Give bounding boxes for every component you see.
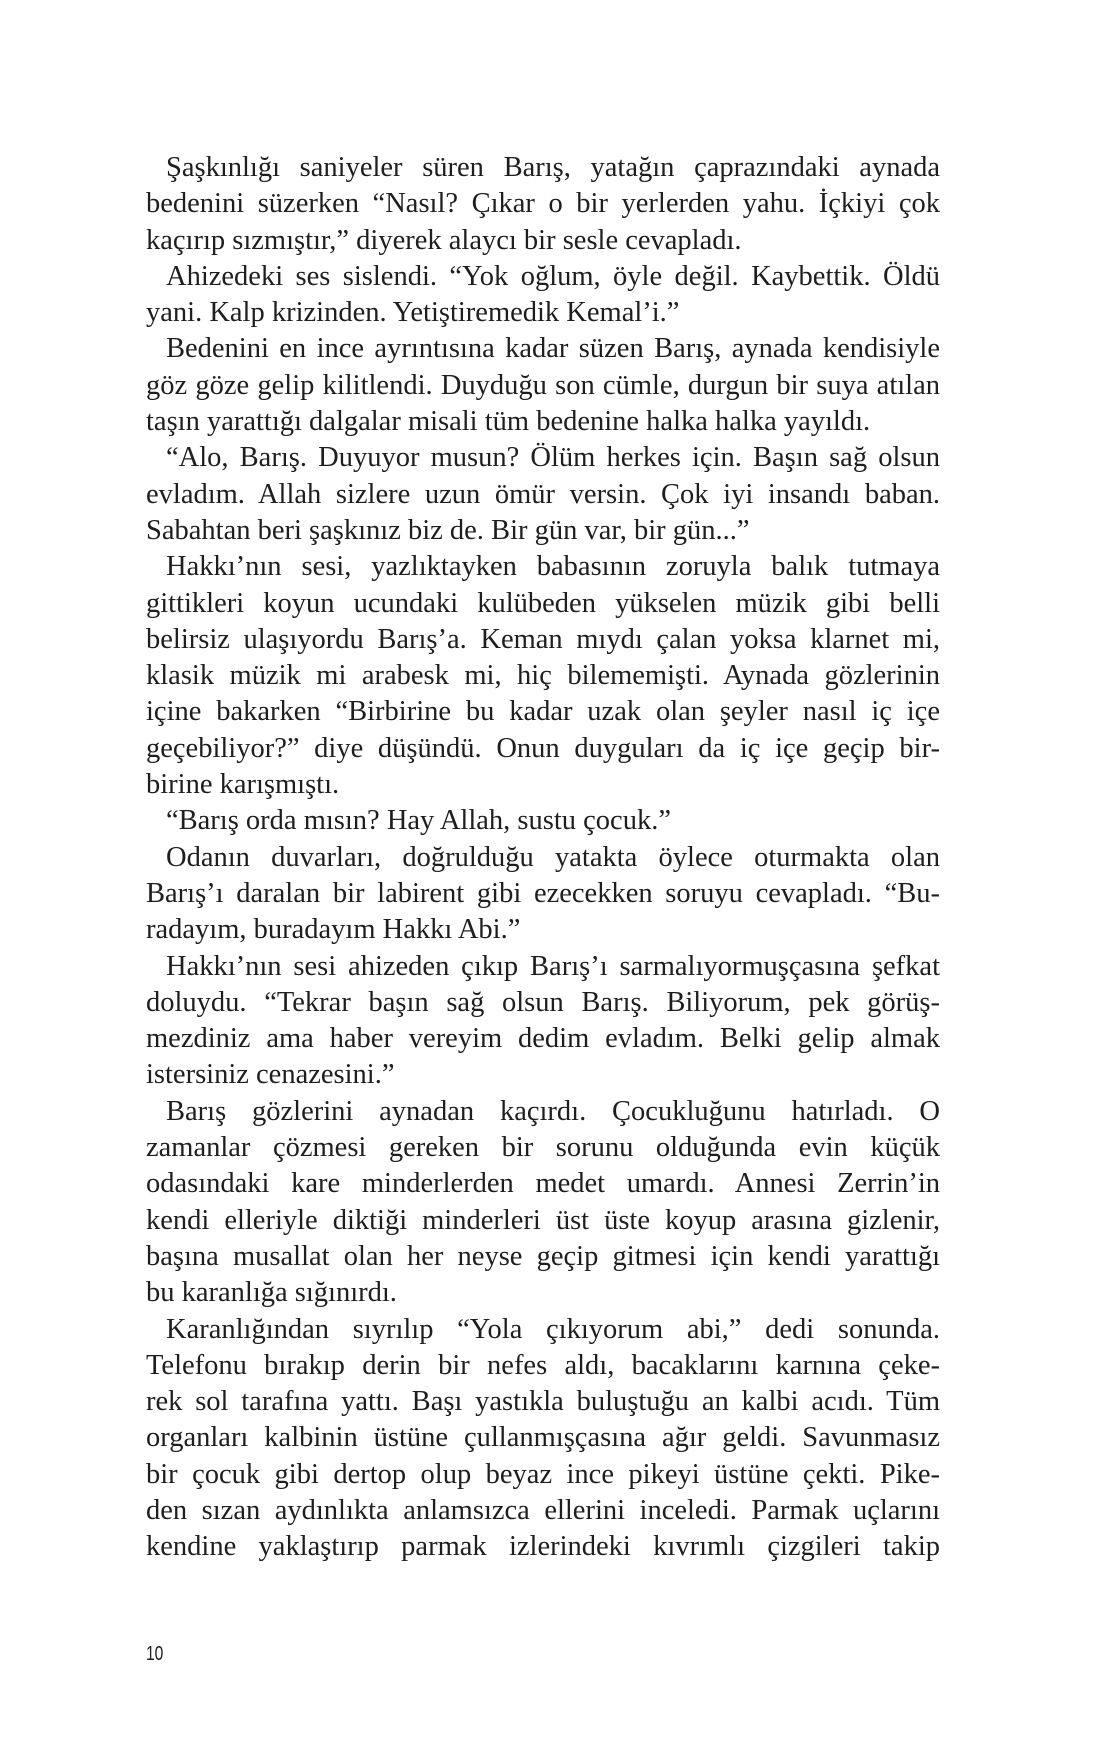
text-line: Odanın duvarları, doğrulduğu yatakta öylece oturmakta olan bbox=[166, 841, 940, 873]
text-line: kendine yaklaştırıp parmak izlerindeki kıvrımlı çizgileri takip bbox=[146, 1531, 940, 1563]
paragraph bbox=[146, 259, 940, 332]
text-line: bedenini süzerken “Nasıl? Çıkar o bir yerlerden yahu. İçkiyi çok bbox=[146, 188, 940, 220]
paragraph bbox=[146, 1312, 940, 1566]
text-line: bir çocuk gibi dertop olup beyaz ince pikeyi üstüne çekti. Pike- bbox=[146, 1458, 940, 1490]
text-line: “Barış orda mısın? Hay Allah, sustu çocuk.” bbox=[166, 805, 671, 837]
paragraph bbox=[146, 1094, 940, 1312]
text-line: içine bakarken “Birbirine bu kadar uzak olan şeyler nasıl iç içe bbox=[146, 696, 940, 728]
text-line: Telefonu bırakıp derin bir nefes aldı, bacaklarını karnına çeke- bbox=[146, 1349, 940, 1381]
text-line: Hakkı’nın sesi, yazlıktayken babasının zoruyla balık tutmaya bbox=[166, 551, 940, 583]
text-line: odasındaki kare minderlerden medet umardı. Annesi Zerrin’in bbox=[146, 1168, 940, 1200]
text-line: kaçırıp sızmıştır,” diyerek alaycı bir sesle cevapladı. bbox=[146, 224, 742, 256]
text-line: yani. Kalp krizinden. Yetiştiremedik Kemal’i.” bbox=[146, 297, 680, 329]
body-text bbox=[146, 150, 940, 1566]
paragraph bbox=[146, 840, 940, 949]
text-line: Hakkı’nın sesi ahizeden çıkıp Barış’ı sarmalıyormuşçasına şefkat bbox=[166, 950, 940, 982]
text-line: organları kalbinin üstüne çullanmışçasına ağır geldi. Savunmasız bbox=[146, 1422, 940, 1454]
text-line: başına musallat olan her neyse geçip gitmesi için kendi yarattığı bbox=[146, 1240, 940, 1272]
paragraph bbox=[146, 949, 940, 1094]
text-line: göz göze gelip kilitlendi. Duyduğu son cümle, durgun bir suya atılan bbox=[146, 369, 940, 401]
text-line: klasik müzik mi arabesk mi, hiç bilememişti. Aynada gözlerinin bbox=[146, 660, 940, 692]
text-line: den sızan aydınlıkta anlamsızca ellerini inceledi. Parmak uçlarını bbox=[146, 1494, 940, 1526]
text-line: doluydu. “Tekrar başın sağ olsun Barış. Biliyorum, pek görüş- bbox=[146, 986, 940, 1018]
text-line: rek sol tarafına yattı. Başı yastıkla buluştuğu an kalbi acıdı. Tüm bbox=[146, 1386, 940, 1418]
text-line: mezdiniz ama haber vereyim dedim evladım. Belki gelip almak bbox=[146, 1023, 940, 1055]
text-line: geçebiliyor?” diye düşündü. Onun duyguları da iç içe geçip bir- bbox=[146, 732, 940, 764]
text-line: belirsiz ulaşıyordu Barış’a. Keman mıydı çalan yoksa klarnet mi, bbox=[146, 623, 940, 655]
paragraph bbox=[146, 803, 940, 839]
paragraph bbox=[146, 440, 940, 549]
text-line: zamanlar çözmesi gereken bir sorunu olduğunda evin küçük bbox=[146, 1132, 940, 1164]
text-line: evladım. Allah sizlere uzun ömür versin. Çok iyi insandı baban. bbox=[146, 478, 940, 510]
text-line: taşın yarattığı dalgalar misali tüm bedenine halka halka yayıldı. bbox=[146, 406, 871, 438]
text-line: Barış gözlerini aynadan kaçırdı. Çocukluğunu hatırladı. O bbox=[166, 1095, 940, 1127]
text-line: Sabahtan beri şaşkınız biz de. Bir gün var, bir gün...” bbox=[146, 514, 750, 546]
text-line: istersiniz cenazesini.” bbox=[146, 1059, 395, 1091]
text-line: Bedenini en ince ayrıntısına kadar süzen Barış, aynada kendisiyle bbox=[166, 333, 940, 365]
text-line: kendi elleriyle diktiği minderleri üst üste koyup arasına gizlenir, bbox=[146, 1204, 940, 1236]
text-line: radayım, buradayım Hakkı Abi.” bbox=[146, 914, 521, 946]
text-line: Ahizedeki ses sislendi. “Yok oğlum, öyle değil. Kaybettik. Öldü bbox=[166, 260, 940, 292]
text-line: Karanlığından sıyrılıp “Yola çıkıyorum abi,” dedi sonunda. bbox=[166, 1313, 940, 1345]
text-line: Şaşkınlığı saniyeler süren Barış, yatağın çaprazındaki aynada bbox=[166, 152, 940, 183]
paragraph bbox=[146, 150, 940, 259]
text-line: gittikleri koyun ucundaki kulübeden yükselen müzik gibi belli bbox=[146, 587, 940, 619]
page-number: 10 bbox=[146, 1643, 164, 1665]
text-line: birine karışmıştı. bbox=[146, 769, 340, 801]
text-line: bu karanlığa sığınırdı. bbox=[146, 1277, 397, 1309]
text-line: “Alo, Barış. Duyuyor musun? Ölüm herkes için. Başın sağ olsun bbox=[166, 442, 940, 474]
text-line: Barış’ı daralan bir labirent gibi ezecekken soruyu cevapladı. “Bu- bbox=[146, 877, 940, 909]
paragraph bbox=[146, 549, 940, 803]
paragraph bbox=[146, 331, 940, 440]
